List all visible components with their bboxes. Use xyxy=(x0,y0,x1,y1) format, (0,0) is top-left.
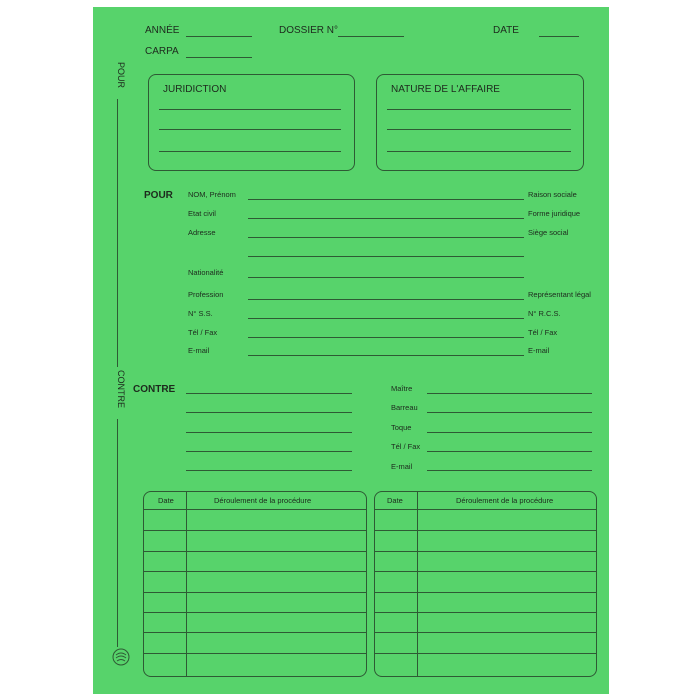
date-label: DATE xyxy=(493,25,519,36)
table-row[interactable] xyxy=(144,612,366,613)
column-divider xyxy=(417,492,418,676)
pour-field-line[interactable] xyxy=(248,337,524,338)
table-row[interactable] xyxy=(375,530,596,531)
contre-title: CONTRE xyxy=(133,384,176,395)
pour-field-line[interactable] xyxy=(248,318,524,319)
pour-field-line[interactable] xyxy=(248,299,524,300)
pour-left-label: Etat civil xyxy=(188,209,216,218)
contre-right-field[interactable] xyxy=(427,451,592,452)
nature-affaire-label: NATURE DE L'AFFAIRE xyxy=(391,84,500,95)
table-row[interactable] xyxy=(144,571,366,572)
annee-label: ANNÉE xyxy=(145,25,180,36)
nature-affaire-line[interactable] xyxy=(387,109,571,110)
table-row[interactable] xyxy=(144,653,366,654)
contre-right-field[interactable] xyxy=(427,393,592,394)
juridiction-line[interactable] xyxy=(159,109,341,110)
contre-right-label: E-mail xyxy=(391,462,413,471)
side-divider-bottom xyxy=(117,419,118,647)
pour-field-line[interactable] xyxy=(248,237,524,238)
nature-affaire-line[interactable] xyxy=(387,129,571,130)
juridiction-line[interactable] xyxy=(159,151,341,152)
folder-sheet xyxy=(93,7,609,694)
juridiction-label: JURIDICTION xyxy=(163,84,227,95)
table-row[interactable] xyxy=(375,632,596,633)
pour-right-label: Raison sociale xyxy=(528,190,577,199)
col-deroulement-header: Déroulement de la procédure xyxy=(456,496,554,505)
table-row[interactable] xyxy=(144,592,366,593)
pour-field-line[interactable] xyxy=(248,355,524,356)
table-row[interactable] xyxy=(375,653,596,654)
pour-field-line[interactable] xyxy=(248,256,524,257)
pour-field-line[interactable] xyxy=(248,218,524,219)
contre-right-label: Barreau xyxy=(391,403,418,412)
juridiction-line[interactable] xyxy=(159,129,341,130)
pour-field-line[interactable] xyxy=(248,199,524,200)
table-row[interactable] xyxy=(144,551,366,552)
table-header xyxy=(144,492,366,510)
table-row[interactable] xyxy=(375,571,596,572)
pour-left-label: E-mail xyxy=(188,346,210,355)
side-pour-label: POUR xyxy=(116,62,126,89)
pour-field-line[interactable] xyxy=(248,277,524,278)
table-row[interactable] xyxy=(375,612,596,613)
col-deroulement-header: Déroulement de la procédure xyxy=(214,496,312,505)
contre-field-line[interactable] xyxy=(186,432,352,433)
table-row[interactable] xyxy=(144,530,366,531)
pour-right-label: N° R.C.S. xyxy=(528,309,561,318)
side-contre-label: CONTRE xyxy=(116,370,126,408)
contre-field-line[interactable] xyxy=(186,412,352,413)
contre-right-field[interactable] xyxy=(427,432,592,433)
pour-right-label: Siège social xyxy=(528,228,569,237)
procedure-table-right xyxy=(374,491,597,677)
pour-left-label: N° S.S. xyxy=(188,309,213,318)
procedure-table-left xyxy=(143,491,367,677)
contre-right-label: Tél / Fax xyxy=(391,442,421,451)
pour-right-label: Forme juridique xyxy=(528,209,581,218)
col-date-header: Date xyxy=(387,496,403,505)
juridiction-box xyxy=(148,74,355,171)
contre-right-label: Toque xyxy=(391,423,412,432)
nature-affaire-box xyxy=(376,74,584,171)
nature-affaire-line[interactable] xyxy=(387,151,571,152)
date-field[interactable] xyxy=(539,36,579,37)
pour-right-label: E-mail xyxy=(528,346,550,355)
annee-field[interactable] xyxy=(186,36,252,37)
table-row[interactable] xyxy=(375,551,596,552)
table-row[interactable] xyxy=(144,632,366,633)
pour-left-label: Nationalité xyxy=(188,268,224,277)
column-divider xyxy=(186,492,187,676)
contre-field-line[interactable] xyxy=(186,393,352,394)
contre-field-line[interactable] xyxy=(186,451,352,452)
table-header xyxy=(375,492,596,510)
col-date-header: Date xyxy=(158,496,174,505)
pour-left-label: Profession xyxy=(188,290,224,299)
contre-right-field[interactable] xyxy=(427,470,592,471)
pour-left-label: Adresse xyxy=(188,228,216,237)
side-divider-top xyxy=(117,99,118,367)
contre-field-line[interactable] xyxy=(186,470,352,471)
contre-right-field[interactable] xyxy=(427,412,592,413)
pour-title: POUR xyxy=(144,190,173,201)
dossier-label: DOSSIER N° xyxy=(279,25,339,36)
pour-left-label: NOM, Prénom xyxy=(188,190,236,199)
table-row[interactable] xyxy=(375,592,596,593)
carpa-label: CARPA xyxy=(145,46,179,57)
dossier-field[interactable] xyxy=(338,36,404,37)
pour-right-label: Représentant légal xyxy=(528,290,591,299)
carpa-field[interactable] xyxy=(186,57,252,58)
pour-right-label: Tél / Fax xyxy=(528,328,558,337)
exacompta-logo-icon xyxy=(112,648,130,666)
pour-left-label: Tél / Fax xyxy=(188,328,218,337)
contre-right-label: Maître xyxy=(391,384,413,393)
